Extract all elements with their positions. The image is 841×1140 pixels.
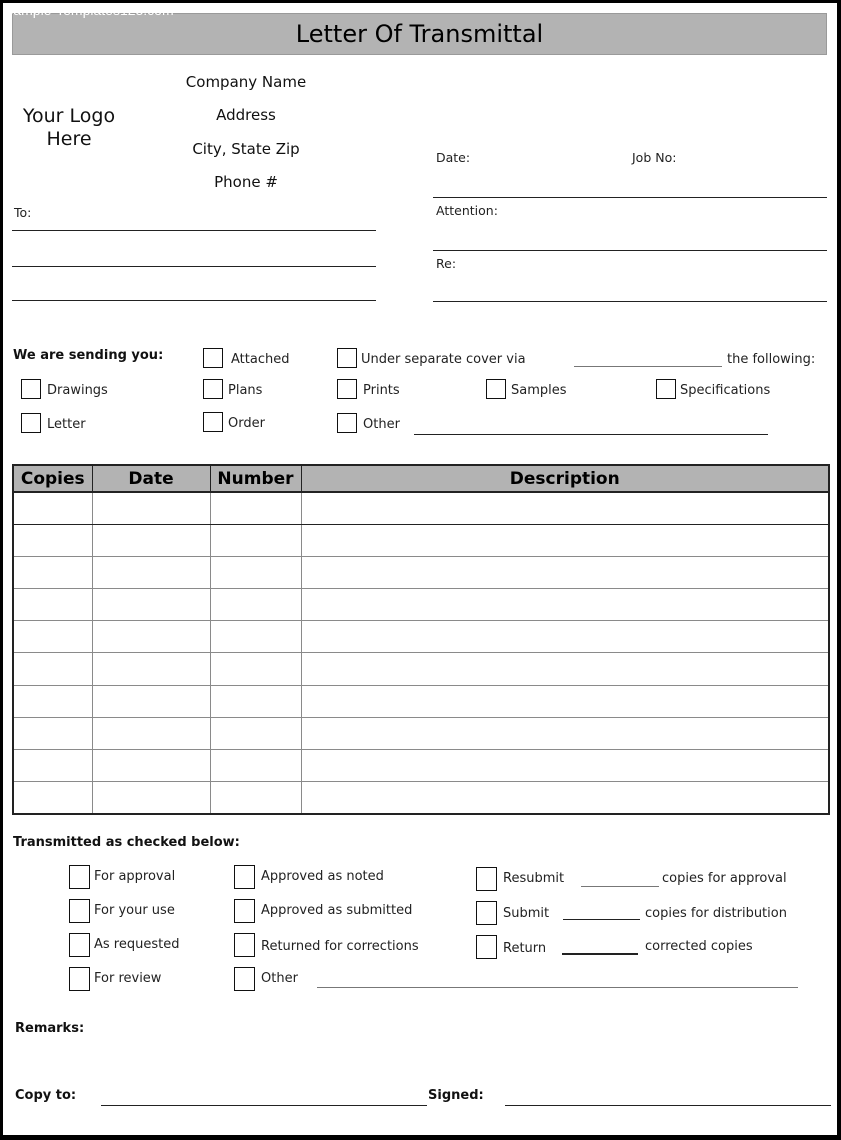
specifications-label: Specifications	[680, 383, 771, 398]
to-label: To:	[14, 205, 32, 220]
table-row	[13, 589, 829, 621]
drawings-checkbox[interactable]	[21, 379, 41, 399]
separate-cover-label: Under separate cover via	[361, 352, 526, 367]
description-cell[interactable]	[301, 782, 829, 814]
description-cell[interactable]	[301, 750, 829, 782]
resubmit-label: Resubmit	[503, 871, 565, 886]
table-row	[13, 750, 829, 782]
table-row	[13, 653, 829, 685]
transmitted-other-line[interactable]	[317, 987, 798, 988]
description-cell[interactable]	[301, 717, 829, 749]
approved-as-submitted-checkbox[interactable]	[234, 899, 255, 923]
signed-label: Signed:	[428, 1088, 484, 1103]
copies-cell[interactable]	[13, 782, 92, 814]
transmittal-form	[3, 3, 837, 1135]
company-address: Address	[216, 106, 276, 124]
plans-checkbox[interactable]	[203, 379, 223, 399]
table-row	[13, 492, 829, 524]
table-row	[13, 524, 829, 556]
submit-label: Submit	[503, 906, 550, 921]
date-cell[interactable]	[92, 621, 210, 653]
letter-label: Letter	[47, 417, 86, 432]
samples-label: Samples	[511, 383, 567, 398]
company-phone: Phone #	[214, 173, 278, 191]
order-checkbox[interactable]	[203, 412, 223, 432]
to-line-3[interactable]	[12, 300, 376, 301]
company-name: Company Name	[185, 73, 307, 91]
separate-cover-line[interactable]	[574, 366, 722, 367]
copies-cell[interactable]	[13, 524, 92, 556]
logo-placeholder: Your Logo Here	[22, 105, 116, 150]
approved-as-noted-checkbox[interactable]	[234, 865, 255, 889]
number-cell[interactable]	[210, 492, 301, 524]
table-row	[13, 782, 829, 814]
number-cell[interactable]	[210, 782, 301, 814]
prints-checkbox[interactable]	[337, 379, 357, 399]
copy-to-label: Copy to:	[15, 1088, 77, 1103]
returned-for-corrections-checkbox[interactable]	[234, 933, 255, 957]
other-label: Other	[363, 417, 400, 432]
for-approval-label: For approval	[94, 869, 176, 884]
number-cell[interactable]	[210, 685, 301, 717]
copies-cell[interactable]	[13, 717, 92, 749]
copies-cell[interactable]	[13, 492, 92, 524]
submit-copies-line[interactable]	[563, 919, 640, 920]
return-copies-line[interactable]	[562, 953, 638, 955]
job-no-label: Job No:	[632, 150, 677, 165]
copies-cell[interactable]	[13, 621, 92, 653]
samples-checkbox[interactable]	[486, 379, 506, 399]
other-line[interactable]	[414, 434, 768, 435]
other-checkbox[interactable]	[337, 413, 357, 433]
copies-cell[interactable]	[13, 685, 92, 717]
resubmit-checkbox[interactable]	[476, 867, 497, 891]
approved-as-noted-label: Approved as noted	[261, 869, 384, 884]
date-cell[interactable]	[92, 653, 210, 685]
number-cell[interactable]	[210, 750, 301, 782]
prints-label: Prints	[363, 383, 400, 398]
date-header: Date	[92, 465, 210, 492]
table-row	[13, 621, 829, 653]
number-cell[interactable]	[210, 556, 301, 588]
resubmit-suffix: copies for approval	[662, 871, 787, 886]
date-line[interactable]	[433, 197, 827, 198]
table-row	[13, 717, 829, 749]
to-line-1[interactable]	[12, 230, 376, 231]
watermark: Sample-Templates123.com	[4, 2, 174, 18]
page-title: Letter Of Transmittal	[12, 13, 827, 55]
number-cell[interactable]	[210, 524, 301, 556]
to-line-2[interactable]	[12, 266, 376, 267]
plans-label: Plans	[228, 383, 263, 398]
table-body	[13, 492, 829, 814]
for-your-use-checkbox[interactable]	[69, 899, 90, 923]
for-review-label: For review	[94, 971, 162, 986]
description-cell[interactable]	[301, 685, 829, 717]
date-label: Date:	[436, 150, 471, 165]
description-cell[interactable]	[301, 621, 829, 653]
remarks-label: Remarks:	[15, 1021, 85, 1036]
attention-label: Attention:	[436, 203, 498, 218]
sending-heading: We are sending you:	[13, 348, 164, 363]
attached-checkbox[interactable]	[203, 348, 223, 368]
description-cell[interactable]	[301, 524, 829, 556]
submit-checkbox[interactable]	[476, 901, 497, 925]
table-row	[13, 556, 829, 588]
number-header: Number	[210, 465, 301, 492]
transmitted-heading: Transmitted as checked below:	[13, 835, 240, 850]
return-suffix: corrected copies	[645, 939, 753, 954]
items-table	[12, 464, 830, 815]
the-following-label: the following:	[727, 352, 816, 367]
description-cell[interactable]	[301, 556, 829, 588]
date-cell[interactable]	[92, 556, 210, 588]
resubmit-copies-line[interactable]	[581, 886, 659, 887]
date-cell[interactable]	[92, 782, 210, 814]
approved-as-submitted-label: Approved as submitted	[261, 903, 413, 918]
copies-cell[interactable]	[13, 653, 92, 685]
description-cell[interactable]	[301, 492, 829, 524]
table-header-row	[13, 465, 829, 492]
specifications-checkbox[interactable]	[656, 379, 676, 399]
description-header: Description	[301, 465, 829, 492]
for-review-checkbox[interactable]	[69, 967, 90, 991]
return-label: Return	[503, 941, 547, 956]
attention-line[interactable]	[433, 250, 827, 251]
submit-suffix: copies for distribution	[645, 906, 787, 921]
signature-line[interactable]	[505, 1105, 831, 1106]
copy-to-line[interactable]	[101, 1105, 427, 1106]
order-label: Order	[228, 416, 265, 431]
company-city: City, State Zip	[192, 140, 300, 158]
as-requested-label: As requested	[94, 937, 180, 952]
as-requested-checkbox[interactable]	[69, 933, 90, 957]
date-cell[interactable]	[92, 685, 210, 717]
date-cell[interactable]	[92, 492, 210, 524]
number-cell[interactable]	[210, 621, 301, 653]
number-cell[interactable]	[210, 717, 301, 749]
description-cell[interactable]	[301, 589, 829, 621]
for-your-use-label: For your use	[94, 903, 175, 918]
attached-label: Attached	[231, 352, 290, 367]
date-cell[interactable]	[92, 750, 210, 782]
transmitted-other-label: Other	[261, 971, 298, 986]
returned-for-corrections-label: Returned for corrections	[261, 939, 419, 954]
description-cell[interactable]	[301, 653, 829, 685]
transmitted-other-checkbox[interactable]	[234, 967, 255, 991]
date-cell[interactable]	[92, 717, 210, 749]
copies-cell[interactable]	[13, 556, 92, 588]
for-approval-checkbox[interactable]	[69, 865, 90, 889]
copies-cell[interactable]	[13, 589, 92, 621]
letter-checkbox[interactable]	[21, 413, 41, 433]
number-cell[interactable]	[210, 589, 301, 621]
re-label: Re:	[436, 256, 457, 271]
separate-cover-checkbox[interactable]	[337, 348, 357, 368]
drawings-label: Drawings	[47, 383, 108, 398]
table-row	[13, 685, 829, 717]
copies-header: Copies	[13, 465, 92, 492]
re-line[interactable]	[433, 301, 827, 302]
date-cell[interactable]	[92, 524, 210, 556]
date-cell[interactable]	[92, 589, 210, 621]
number-cell[interactable]	[210, 653, 301, 685]
copies-cell[interactable]	[13, 750, 92, 782]
return-checkbox[interactable]	[476, 935, 497, 959]
